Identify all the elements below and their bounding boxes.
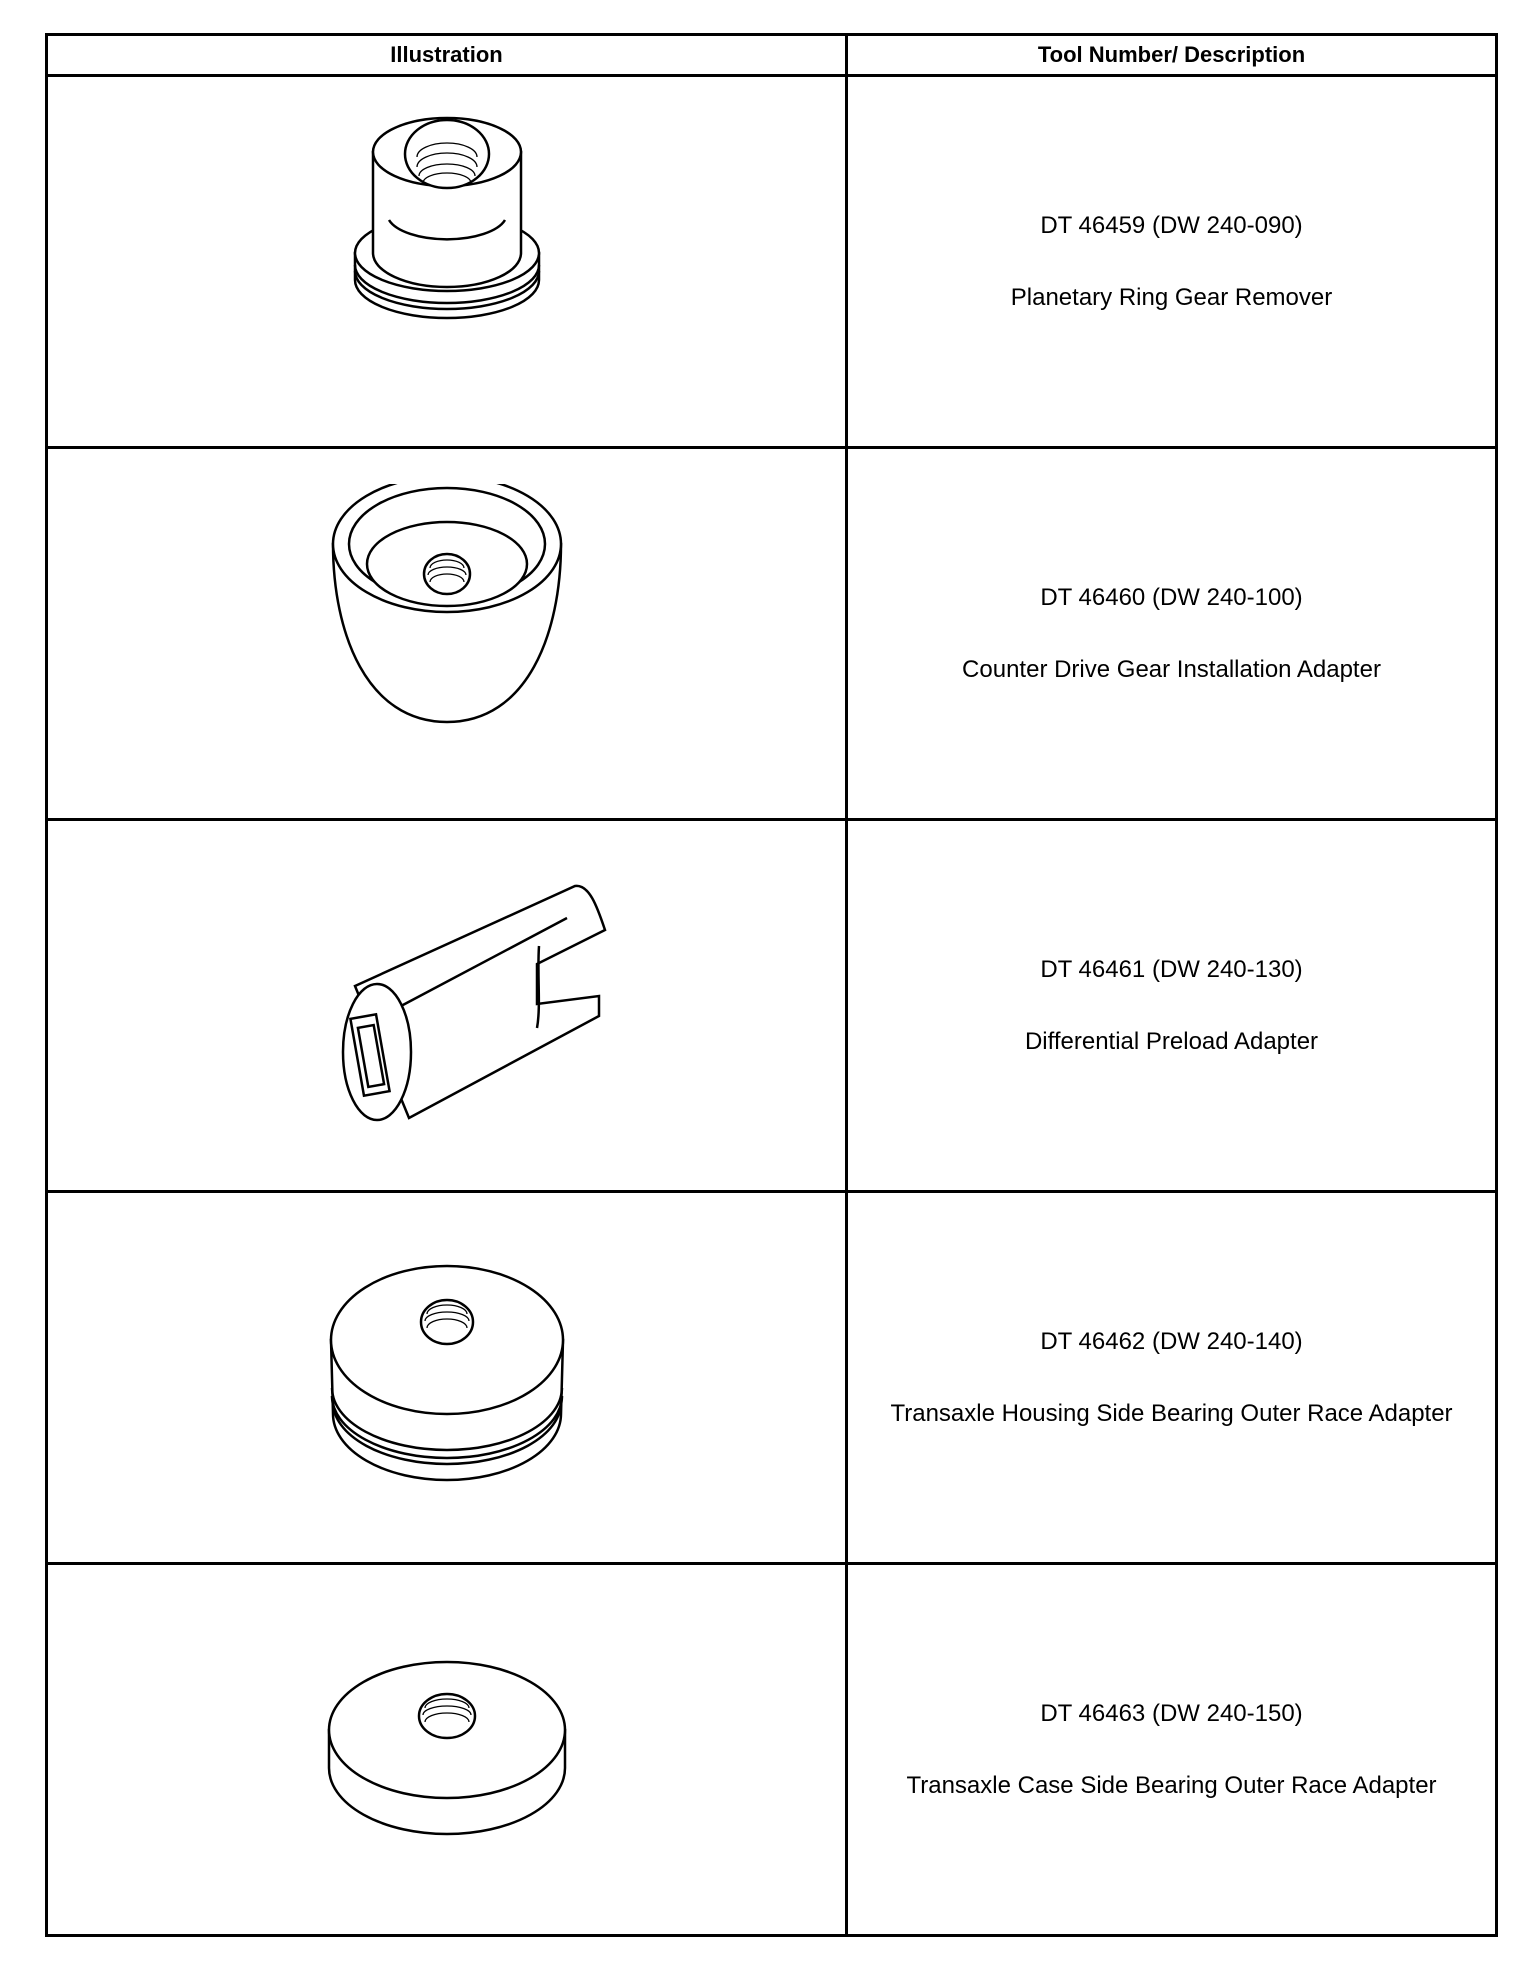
description-cell — [847, 1564, 1497, 1936]
illustration-cell — [47, 448, 847, 820]
table-row — [47, 1192, 1497, 1564]
illustration-cell — [47, 820, 847, 1192]
tool-description: Planetary Ring Gear Remover — [1010, 283, 1333, 311]
tool-number: DT 46460 (DW 240-100) — [1040, 583, 1303, 611]
header-row — [47, 35, 1497, 76]
tool-description: Counter Drive Gear Installation Adapter — [962, 655, 1381, 683]
case-bearing-race-adapter-icon — [237, 1600, 657, 1900]
tool-number: DT 46461 (DW 240-130) — [1040, 955, 1303, 983]
tool-description: Transaxle Housing Side Bearing Outer Race Adapter — [890, 1399, 1453, 1427]
table-row — [47, 820, 1497, 1192]
planetary-ring-gear-remover-icon — [237, 112, 657, 412]
header-illustration: Illustration — [47, 35, 847, 76]
table-row — [47, 76, 1497, 448]
tool-table — [45, 33, 1498, 1937]
illustration-cell — [47, 1192, 847, 1564]
description-cell — [847, 1192, 1497, 1564]
tool-number: DT 46459 (DW 240-090) — [1040, 211, 1303, 239]
header-tool-number-description: Tool Number/ Description — [847, 35, 1497, 76]
illustration-cell — [47, 1564, 847, 1936]
description-cell — [847, 820, 1497, 1192]
tool-description: Differential Preload Adapter — [1024, 1027, 1319, 1055]
table-row — [47, 1564, 1497, 1936]
tool-number: DT 46463 (DW 240-150) — [1040, 1699, 1303, 1727]
tool-number: DT 46462 (DW 240-140) — [1040, 1327, 1303, 1355]
differential-preload-adapter-icon — [237, 856, 657, 1156]
table-row — [47, 448, 1497, 820]
housing-bearing-race-adapter-icon — [237, 1228, 657, 1528]
description-cell — [847, 448, 1497, 820]
description-cell — [847, 76, 1497, 448]
illustration-cell — [47, 76, 847, 448]
tool-description: Transaxle Case Side Bearing Outer Race Adapter — [906, 1771, 1437, 1799]
counter-drive-gear-adapter-icon — [237, 484, 657, 784]
